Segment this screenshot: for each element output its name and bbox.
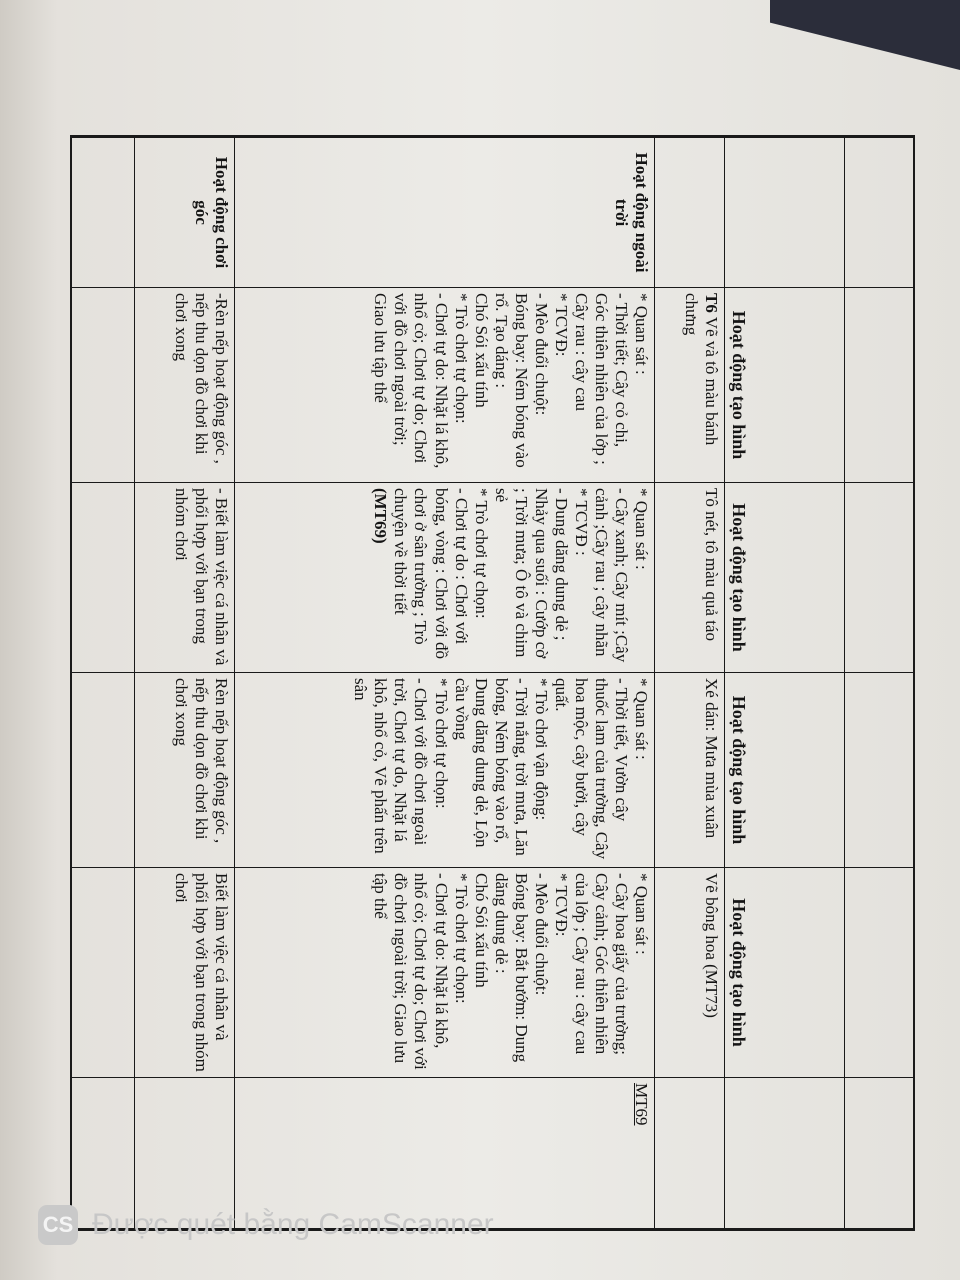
tao-hinh-cell: Xé dán: Mưa mùa xuân (655, 673, 725, 868)
tao-hinh-row (655, 138, 725, 1231)
ngoai-troi-cell: * Quan sát : - Cây xanh; Cây mít ;Cây cảnh ;Cây rau ; cây nhãn * TCVĐ : - Dung dăng dung dẻ ; Nhảy qua suối : Cướp cờ ; Trời mưa; Ô tô và chim sẻ * Trò chơi tự chọn: - Chơi tự do : Chơi với bóng, vòng : Chơi với đồ chơi ở sân trường ; Trò chuyện về thời tiết (MT69) (235, 483, 655, 673)
tao-hinh-cell: Tô nét, tô màu quả táo (655, 483, 725, 673)
choi-goc-cell: - Biết làm việc cá nhân và phối hợp với bạn trong nhóm chơi (135, 483, 235, 673)
schedule-table (71, 137, 915, 1231)
column-header: Hoạt động tạo hình (725, 483, 845, 673)
watermark-text: Được quét bằng CamScanner (92, 1208, 494, 1241)
side-mt-tag: MT69 (632, 1083, 651, 1126)
empty-bottom-row (72, 138, 135, 1231)
ngoai-troi-cell: * Quan sát : - Thời tiết, Vườn cây thuốc lam của trường, Cây hoa mộc, cây bưởi, cây quất. * Trò chơi vận động: - Trời nắng, trời mưa, Lăn bóng, Ném bóng vào rổ, Dung dăng dung dẻ, Lộn cầu vồng * Trò chơi tự chọn: - Chơi với đồ chơi ngoài trời, Chơi tự do, Nhặt lá khô, nhổ cỏ, Vẽ phấn trên sân (235, 673, 655, 868)
row-label-ngoai-troi: Hoạt động ngoài trời (235, 138, 655, 288)
ngoai-troi-cell: * Quan sát : - Thời tiết; Cây cỏ chi, Góc thiên nhiên của lớp ; Cây rau : cây cau * TCVĐ: - Mèo đuổi chuột: Bóng bay: Ném bóng vào rổ. Tạo dáng : Chó Sói xấu tính * Trò chơi tự chọn: - Chơi tự do: Nhặt lá khô, nhổ cỏ; Chơi tự do; Chơi với đồ chơi ngoài trời; Giao lưu tập thể (235, 288, 655, 483)
choi-goc-cell: Rèn nếp hoạt động góc , nếp thu dọn đồ chơi khi chơi xong (135, 673, 235, 868)
choi-goc-cell: -Rèn nếp hoạt động góc , nếp thu dọn đồ chơi khi chơi xong (135, 288, 235, 483)
camscanner-watermark (38, 1200, 494, 1250)
tao-hinh-cell: T6 Vẽ và tô màu bánh chưng (655, 288, 725, 483)
choi-goc-row (135, 138, 235, 1231)
row-label-choi-goc: Hoạt động chơi góc (135, 138, 235, 288)
column-header: Hoạt động tạo hình (725, 868, 845, 1078)
choi-goc-cell: Biết làm việc cá nhân và phối hợp với bạn trong nhóm chơi (135, 868, 235, 1078)
schedule-table-frame (70, 135, 915, 1230)
column-header: Hoạt động tạo hình (725, 288, 845, 483)
empty-top-row (845, 138, 915, 1231)
header-row (725, 138, 845, 1231)
dark-corner-shadow (770, 0, 960, 70)
column-header: Hoạt động tạo hình (725, 673, 845, 868)
camscanner-logo-icon: CS (38, 1205, 78, 1245)
day-label: T6 (702, 293, 721, 313)
ngoai-troi-row (235, 138, 655, 1231)
tao-hinh-cell: Vẽ bông hoa (MT73) (655, 868, 725, 1078)
mt-tag: (MT69) (371, 488, 391, 544)
ngoai-troi-cell: * Quan sát : - Cây hoa giấy của trường; Cây cảnh; Góc thiên nhiên của lớp ; Cây rau : cây cau * TCVĐ: - Mèo đuổi chuột: Bóng bay: Bắt bướm: Dung dăng dung dẻ : Chó Sói xấu tính * Trò chơi tự chọn: - Chơi tự do: Nhặt lá khô, nhổ cỏ; Chơi tự do; Chơi với đồ chơi ngoài trời; Giao lưu tập thể (235, 868, 655, 1078)
rotated-schedule (72, 137, 915, 1230)
